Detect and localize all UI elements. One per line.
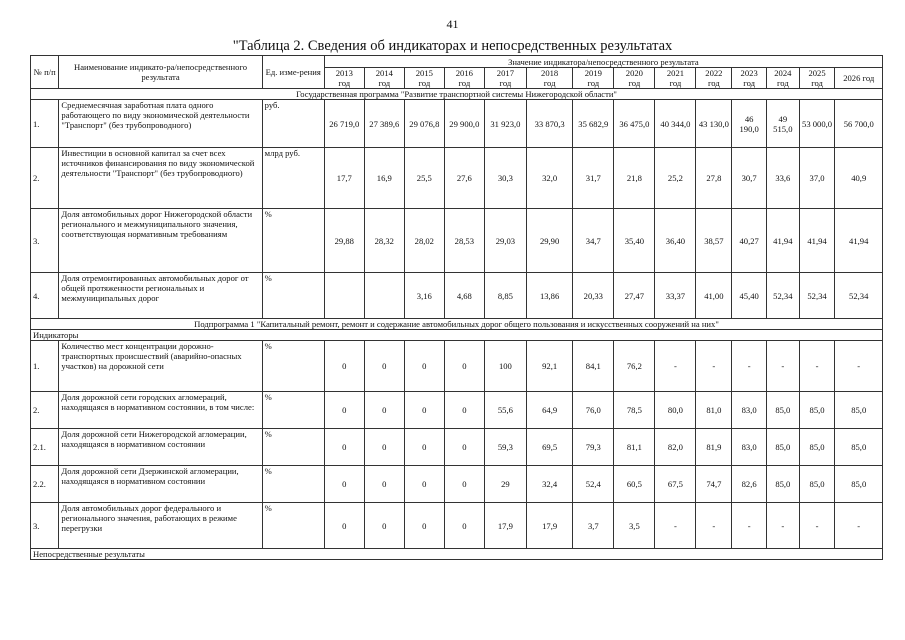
value-cell: 0 <box>444 503 484 549</box>
value-cell: 4,68 <box>444 273 484 319</box>
value-cell: - <box>767 341 800 392</box>
value-cell: 0 <box>404 503 444 549</box>
value-cell: 3,16 <box>404 273 444 319</box>
value-cell: 85,0 <box>835 429 883 466</box>
year-header <box>799 68 835 89</box>
value-cell: 92,1 <box>526 341 572 392</box>
header-num: № п/п <box>31 56 59 89</box>
value-cell: 0 <box>444 466 484 503</box>
value-cell: 84,1 <box>573 341 614 392</box>
value-cell: 35,40 <box>614 209 655 273</box>
year-label: 2019 <box>584 68 602 78</box>
indicator-name: Среднемесячная заработная плата одного работающего по виду экономической деятельности "Транспорт" (без трубопроводного) <box>59 100 262 148</box>
program-title: Государственная программа "Развитие транспортной системы Нижегородской области" <box>31 89 883 100</box>
row-number: 1. <box>31 341 59 392</box>
year-unit-label: год <box>543 78 556 88</box>
year-label: 2016 <box>455 68 473 78</box>
value-cell: 38,57 <box>696 209 732 273</box>
indicator-name: Доля дорожной сети городских агломераций, находящаяся в нормативном состоянии, в том числе: <box>59 392 262 429</box>
row-number: 2. <box>31 148 59 209</box>
indicators-table <box>30 55 883 560</box>
year-unit-label: год <box>418 78 431 88</box>
year-label: 2018 <box>541 68 559 78</box>
value-cell: 41,00 <box>696 273 732 319</box>
value-cell: 30,3 <box>484 148 526 209</box>
row-number: 3. <box>31 503 59 549</box>
value-cell: 0 <box>324 392 364 429</box>
value-cell: 100 <box>484 341 526 392</box>
value-cell: 85,0 <box>799 429 835 466</box>
value-cell: 76,0 <box>573 392 614 429</box>
value-cell: - <box>799 341 835 392</box>
value-cell: 52,34 <box>799 273 835 319</box>
value-cell: 85,0 <box>767 429 800 466</box>
value-cell: 28,02 <box>404 209 444 273</box>
value-cell: 45,40 <box>732 273 767 319</box>
year-label: 2024 <box>774 68 792 78</box>
row-number: 2.1. <box>31 429 59 466</box>
year-label: 2026 год <box>843 73 875 83</box>
value-cell: - <box>835 503 883 549</box>
value-cell: 0 <box>364 466 404 503</box>
value-cell: - <box>835 341 883 392</box>
value-cell: 33,6 <box>767 148 800 209</box>
value-cell: 27,8 <box>696 148 732 209</box>
value-cell: 41,94 <box>767 209 800 273</box>
value-cell: 27,47 <box>614 273 655 319</box>
year-header <box>655 68 696 89</box>
row-number: 2. <box>31 392 59 429</box>
value-cell: 81,0 <box>696 392 732 429</box>
value-cell: - <box>799 503 835 549</box>
value-cell: 35 682,9 <box>573 100 614 148</box>
value-cell: 53 000,0 <box>799 100 835 148</box>
year-label: 2021 <box>666 68 685 78</box>
value-cell: 36 475,0 <box>614 100 655 148</box>
table-row <box>31 148 883 209</box>
value-cell: 0 <box>324 466 364 503</box>
direct-results-label-row <box>31 549 883 560</box>
value-cell <box>364 273 404 319</box>
unit-cell: % <box>262 341 324 392</box>
year-header <box>696 68 732 89</box>
value-cell: 0 <box>444 392 484 429</box>
table-title: "Таблица 2. Сведения об индикаторах и непосредственных результатах <box>232 38 673 54</box>
value-cell: 36,40 <box>655 209 696 273</box>
indicator-name: Доля автомобильных дорог федерального и регионального значения, работающих в режиме перегрузки <box>59 503 262 549</box>
value-cell: 85,0 <box>835 392 883 429</box>
value-cell: 0 <box>404 341 444 392</box>
value-cell: 80,0 <box>655 392 696 429</box>
year-unit-label: год <box>708 78 720 88</box>
value-cell: 52,34 <box>767 273 800 319</box>
value-cell: 32,0 <box>526 148 572 209</box>
unit-cell: % <box>262 429 324 466</box>
unit-cell: % <box>262 273 324 319</box>
value-cell: 74,7 <box>696 466 732 503</box>
value-cell: - <box>732 503 767 549</box>
value-cell: 78,5 <box>614 392 655 429</box>
table-row <box>31 100 883 148</box>
value-cell: 76,2 <box>614 341 655 392</box>
unit-cell: руб. <box>262 100 324 148</box>
value-cell: - <box>767 503 800 549</box>
value-cell: 17,7 <box>324 148 364 209</box>
value-cell: 20,33 <box>573 273 614 319</box>
value-cell: 81,9 <box>696 429 732 466</box>
year-unit-label: год <box>458 78 471 88</box>
value-cell: - <box>655 341 696 392</box>
value-cell: 27,6 <box>444 148 484 209</box>
value-cell: 17,9 <box>484 503 526 549</box>
value-cell: 0 <box>444 429 484 466</box>
value-cell: 29 <box>484 466 526 503</box>
value-cell: 49 515,0 <box>767 100 800 148</box>
row-number: 3. <box>31 209 59 273</box>
header-unit: Ед. изме-рения <box>262 56 324 89</box>
value-cell: - <box>732 341 767 392</box>
value-cell: 25,5 <box>404 148 444 209</box>
value-cell: 41,94 <box>799 209 835 273</box>
value-cell: 13,86 <box>526 273 572 319</box>
value-cell: 43 130,0 <box>696 100 732 148</box>
year-label: 2017 <box>496 68 514 78</box>
value-cell: 0 <box>364 503 404 549</box>
table-body <box>31 89 883 560</box>
year-unit-label: год <box>378 78 391 88</box>
value-cell: 0 <box>364 429 404 466</box>
value-cell: 17,9 <box>526 503 572 549</box>
value-cell: 40,9 <box>835 148 883 209</box>
value-cell: 0 <box>404 429 444 466</box>
value-cell <box>324 273 364 319</box>
table-row <box>31 209 883 273</box>
unit-cell: % <box>262 392 324 429</box>
value-cell: 37,0 <box>799 148 835 209</box>
value-cell: 33,37 <box>655 273 696 319</box>
row-number: 2.2. <box>31 466 59 503</box>
year-header <box>484 68 526 89</box>
value-cell: 33 870,3 <box>526 100 572 148</box>
table-row <box>31 273 883 319</box>
row-number: 1. <box>31 100 59 148</box>
year-header <box>364 68 404 89</box>
value-cell: 55,6 <box>484 392 526 429</box>
value-cell: 69,5 <box>526 429 572 466</box>
value-cell: 0 <box>404 466 444 503</box>
value-cell: 52,34 <box>835 273 883 319</box>
value-cell: 83,0 <box>732 429 767 466</box>
value-cell: 30,7 <box>732 148 767 209</box>
unit-cell: % <box>262 466 324 503</box>
year-label: 2022 <box>705 68 723 78</box>
year-label: 2020 <box>625 68 643 78</box>
year-unit-label: год <box>628 78 641 88</box>
value-cell: 85,0 <box>767 392 800 429</box>
year-label: 2025 <box>808 68 826 78</box>
value-cell: 85,0 <box>835 466 883 503</box>
value-cell: 79,3 <box>573 429 614 466</box>
year-header <box>614 68 655 89</box>
value-cell: 34,7 <box>573 209 614 273</box>
table-row <box>31 466 883 503</box>
value-cell: 16,9 <box>364 148 404 209</box>
value-cell: 29 076,8 <box>404 100 444 148</box>
unit-cell: млрд руб. <box>262 148 324 209</box>
direct-results-label: Непосредственные результаты <box>31 549 883 560</box>
value-cell: 29,03 <box>484 209 526 273</box>
header-values-group: Значение индикатора/непосредственного результата <box>324 56 882 68</box>
year-header <box>404 68 444 89</box>
year-label: 2015 <box>415 68 433 78</box>
table-row <box>31 429 883 466</box>
year-header <box>732 68 767 89</box>
year-unit-label: год <box>669 78 682 88</box>
value-cell: 40 344,0 <box>655 100 696 148</box>
value-cell: 29,88 <box>324 209 364 273</box>
value-cell: 0 <box>444 341 484 392</box>
value-cell: 82,6 <box>732 466 767 503</box>
year-header <box>767 68 800 89</box>
value-cell: 64,9 <box>526 392 572 429</box>
value-cell: 0 <box>324 503 364 549</box>
value-cell: 40,27 <box>732 209 767 273</box>
header-name: Наименование индикато-ра/непосредственного результата <box>59 56 262 89</box>
subprogram-title: Подпрограмма 1 "Капитальный ремонт, ремонт и содержание автомобильных дорог общего пользования и искусственных сооружений на них" <box>31 319 883 330</box>
indicator-name: Доля дорожной сети Дзержинской агломерации, находящаяся в нормативном состоянии <box>59 466 262 503</box>
indicators-label-row <box>31 330 883 341</box>
indicator-name: Количество мест концентрации дорожно-транспортных происшествий (аварийно-опасных участков) на дорожной сети <box>59 341 262 392</box>
value-cell: 27 389,6 <box>364 100 404 148</box>
row-number: 4. <box>31 273 59 319</box>
value-cell: 3,5 <box>614 503 655 549</box>
unit-cell: % <box>262 503 324 549</box>
value-cell: 8,85 <box>484 273 526 319</box>
unit-cell: % <box>262 209 324 273</box>
value-cell: 29,90 <box>526 209 572 273</box>
value-cell: 25,2 <box>655 148 696 209</box>
page-number: 41 <box>446 17 459 31</box>
year-header <box>444 68 484 89</box>
value-cell: 32,4 <box>526 466 572 503</box>
program-title-row <box>31 89 883 100</box>
value-cell: 85,0 <box>799 392 835 429</box>
value-cell: 28,32 <box>364 209 404 273</box>
value-cell: 0 <box>324 341 364 392</box>
year-unit-label: год <box>499 78 512 88</box>
value-cell: 46 190,0 <box>732 100 767 148</box>
table-row <box>31 503 883 549</box>
year-header <box>324 68 364 89</box>
value-cell: 82,0 <box>655 429 696 466</box>
year-header <box>835 68 883 89</box>
value-cell: 31,7 <box>573 148 614 209</box>
indicator-name: Доля автомобильных дорог Нижегородской области регионального и межмуниципального значения, соответствующая нормативным требованиям <box>59 209 262 273</box>
value-cell: - <box>696 503 732 549</box>
year-label: 2014 <box>375 68 393 78</box>
value-cell: - <box>696 341 732 392</box>
value-cell: 29 900,0 <box>444 100 484 148</box>
indicator-name: Инвестиции в основной капитал за счет всех источников финансирования по виду экономической деятельности "Транспорт" (без трубопроводного) <box>59 148 262 209</box>
value-cell: 83,0 <box>732 392 767 429</box>
value-cell: 0 <box>364 341 404 392</box>
value-cell: 0 <box>364 392 404 429</box>
year-header <box>526 68 572 89</box>
value-cell: 41,94 <box>835 209 883 273</box>
value-cell: 31 923,0 <box>484 100 526 148</box>
value-cell: - <box>655 503 696 549</box>
year-label: 2023 <box>740 68 758 78</box>
value-cell: 52,4 <box>573 466 614 503</box>
value-cell: 67,5 <box>655 466 696 503</box>
value-cell: 85,0 <box>767 466 800 503</box>
year-unit-label: год <box>338 78 351 88</box>
value-cell: 28,53 <box>444 209 484 273</box>
value-cell: 0 <box>324 429 364 466</box>
table-row <box>31 392 883 429</box>
value-cell: 59,3 <box>484 429 526 466</box>
year-unit-label: год <box>743 78 755 88</box>
year-label: 2013 <box>335 68 353 78</box>
indicator-name: Доля отремонтированных автомобильных дорог от общей протяженности региональных и межмуниципальных дорог <box>59 273 262 319</box>
table-row <box>31 341 883 392</box>
year-unit-label: год <box>587 78 600 88</box>
value-cell: 3,7 <box>573 503 614 549</box>
value-cell: 85,0 <box>799 466 835 503</box>
subprogram-title-row <box>31 319 883 330</box>
value-cell: 56 700,0 <box>835 100 883 148</box>
value-cell: 26 719,0 <box>324 100 364 148</box>
indicator-name: Доля дорожной сети Нижегородской агломерации, находящаяся в нормативном состоянии <box>59 429 262 466</box>
year-header <box>573 68 614 89</box>
value-cell: 21,8 <box>614 148 655 209</box>
value-cell: 60,5 <box>614 466 655 503</box>
year-unit-label: год <box>776 78 789 88</box>
indicators-label: Индикаторы <box>31 330 883 341</box>
value-cell: 81,1 <box>614 429 655 466</box>
year-unit-label: год <box>811 78 823 88</box>
value-cell: 0 <box>404 392 444 429</box>
